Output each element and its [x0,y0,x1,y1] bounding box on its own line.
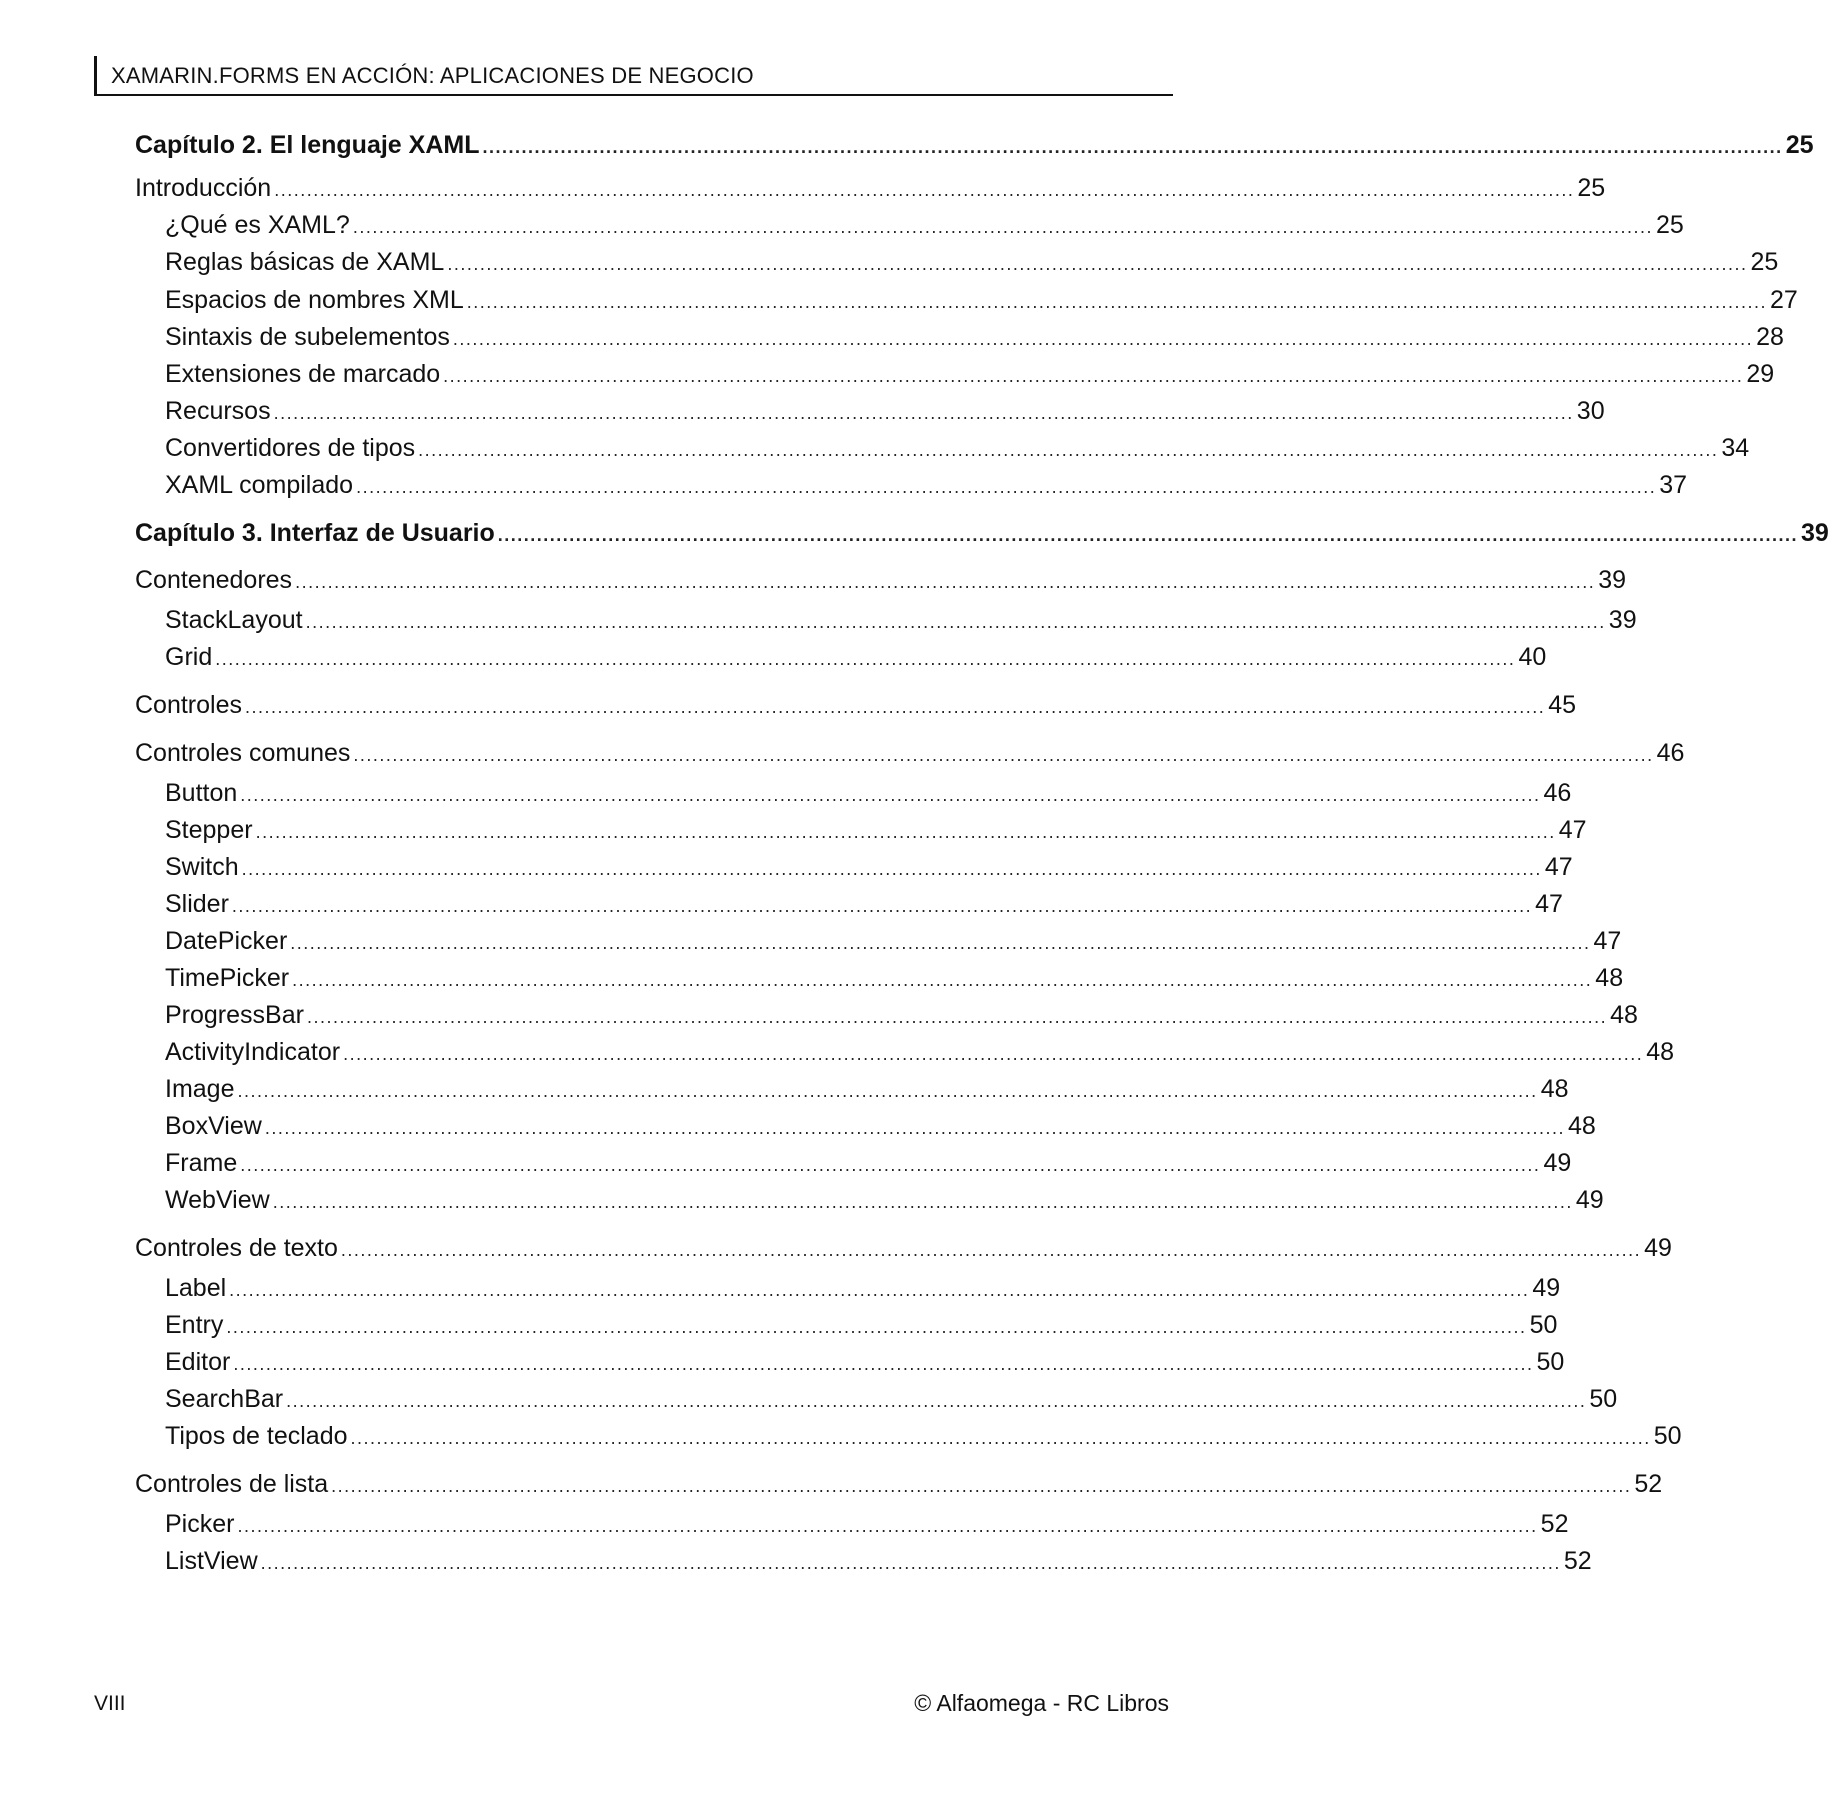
toc-subsection-entry [165,887,1563,921]
toc-dot-leader: ........................................................................................................................................................................................................ [452,329,1754,349]
toc-subsection-entry [165,208,1684,242]
toc-entry-page-number: 49 [1532,1274,1561,1302]
toc-entry-title: XAML compilado [165,471,354,499]
toc-entry-title: Extensiones de marcado [165,360,441,388]
toc-entry-page-number: 28 [1756,323,1784,351]
toc-dot-leader: ........................................................................................................................................................................................................ [237,1081,1538,1101]
toc-dot-leader: ........................................................................................................................................................................................................ [237,1516,1538,1536]
toc-dot-leader: ........................................................................................................................................................................................................ [286,1391,1587,1411]
toc-subsection-entry [165,431,1750,465]
toc-subsection-entry [165,1109,1596,1143]
toc-subsection-entry [165,1507,1569,1541]
toc-entry-title: ActivityIndicator [165,1038,341,1066]
toc-entry-page-number: 39 [1608,606,1637,634]
toc-entry-title: Capítulo 3. Interfaz de Usuario [135,519,495,547]
toc-entry-title: ProgressBar [165,1001,304,1029]
toc-entry-title: Slider [165,890,229,918]
toc-entry-title: BoxView [165,1112,262,1140]
toc-entry-page-number: 39 [1800,519,1829,547]
toc-dot-leader: ........................................................................................................................................................................................................ [340,1240,1642,1260]
toc-section-entry [135,688,1577,722]
toc-dot-leader: ........................................................................................................................................................................................................ [305,612,1606,632]
toc-subsection-entry [165,1345,1565,1379]
toc-entry-page-number: 47 [1544,853,1573,881]
toc-entry-page-number: 47 [1593,927,1622,955]
toc-entry-page-number: 50 [1529,1311,1558,1339]
toc-entry-title: Stepper [165,816,253,844]
toc-subsection-entry [165,1271,1561,1305]
toc-entry-page-number: 47 [1535,890,1563,918]
toc-entry-page-number: 49 [1644,1234,1672,1262]
toc-entry-page-number: 40 [1518,643,1547,671]
toc-entry-page-number: 30 [1576,397,1605,425]
toc-entry-title: Image [165,1075,235,1103]
toc-dot-leader: ........................................................................................................................................................................................................ [240,785,1541,805]
toc-dot-leader: ........................................................................................................................................................................................................ [226,1317,1527,1337]
toc-subsection-entry [165,813,1587,847]
toc-entry-page-number: 37 [1659,471,1688,499]
toc-entry-page-number: 27 [1769,286,1798,314]
running-header-title: XAMARIN.FORMS EN ACCIÓN: APLICACIONES DE NEGOCIO [111,63,754,88]
toc-dot-leader: ........................................................................................................................................................................................................ [255,822,1556,842]
toc-dot-leader: ........................................................................................................................................................................................................ [273,403,1574,423]
toc-subsection-entry [165,320,1784,354]
toc-entry-title: ¿Qué es XAML? [165,211,350,239]
toc-entry-title: Capítulo 2. El lenguaje XAML [135,131,480,159]
toc-entry-page-number: 49 [1543,1149,1572,1177]
toc-dot-leader: ........................................................................................................................................................................................................ [240,1155,1541,1175]
running-header [94,56,1173,96]
toc-dot-leader: ........................................................................................................................................................................................................ [231,896,1533,916]
footer-page-number: VIII [94,1692,126,1715]
toc-subsection-entry [165,850,1573,884]
toc-entry-title: Reglas básicas de XAML [165,248,445,276]
toc-entry-title: Controles [135,691,242,719]
toc-dot-leader: ........................................................................................................................................................................................................ [418,440,1719,460]
toc-dot-leader: ........................................................................................................................................................................................................ [482,137,1783,157]
toc-dot-leader: ........................................................................................................................................................................................................ [241,859,1542,879]
toc-section-entry [135,171,1606,205]
toc-dot-leader: ........................................................................................................................................................................................................ [215,649,1516,669]
toc-dot-leader: ........................................................................................................................................................................................................ [443,366,1744,386]
toc-dot-leader: ........................................................................................................................................................................................................ [497,525,1798,545]
toc-subsection-entry [165,998,1638,1032]
toc-dot-leader: ........................................................................................................................................................................................................ [274,180,1575,200]
toc-dot-leader: ........................................................................................................................................................................................................ [331,1476,1632,1496]
toc-entry-page-number: 25 [1750,248,1779,276]
toc-entry-page-number: 48 [1595,964,1624,992]
toc-dot-leader: ........................................................................................................................................................................................................ [356,477,1657,497]
toc-subsection-entry [165,603,1637,637]
toc-entry-title: Recursos [165,397,271,425]
toc-entry-title: Contenedores [135,566,293,594]
toc-dot-leader: ........................................................................................................................................................................................................ [229,1280,1530,1300]
toc-entry-title: Switch [165,853,239,881]
toc-section-entry [135,736,1685,770]
toc-subsection-entry [165,1146,1572,1180]
toc-subsection-entry [165,357,1775,391]
toc-dot-leader: ........................................................................................................................................................................................................ [447,254,1748,274]
toc-dot-leader: ........................................................................................................................................................................................................ [350,1428,1651,1448]
toc-entry-title: Button [165,779,238,807]
toc-entry-page-number: 52 [1540,1510,1569,1538]
toc-entry-page-number: 39 [1598,566,1627,594]
toc-dot-leader: ........................................................................................................................................................................................................ [306,1007,1608,1027]
toc-subsection-entry [165,283,1798,317]
toc-entry-title: Entry [165,1311,224,1339]
toc-entry-page-number: 50 [1653,1422,1682,1450]
toc-subsection-entry [165,245,1779,279]
toc-subsection-entry [165,1544,1592,1578]
toc-subsection-entry [165,468,1688,502]
toc-entry-page-number: 48 [1610,1001,1638,1029]
toc-entry-page-number: 52 [1634,1470,1663,1498]
toc-dot-leader: ........................................................................................................................................................................................................ [260,1553,1561,1573]
toc-subsection-entry [165,1072,1569,1106]
toc-subsection-entry [165,1183,1604,1217]
toc-subsection-entry [165,776,1572,810]
toc-entry-title: Grid [165,643,213,671]
toc-entry-page-number: 46 [1656,739,1685,767]
toc-entry-page-number: 47 [1558,816,1587,844]
toc-entry-title: Controles de lista [135,1470,329,1498]
toc-entry-page-number: 48 [1568,1112,1596,1140]
toc-entry-title: Convertidores de tipos [165,434,416,462]
toc-entry-page-number: 34 [1721,434,1750,462]
toc-dot-leader: ........................................................................................................................................................................................................ [352,217,1654,237]
toc-dot-leader: ........................................................................................................................................................................................................ [264,1118,1566,1138]
toc-entry-title: Sintaxis de subelementos [165,323,450,351]
toc-entry-title: Controles de texto [135,1234,338,1262]
toc-entry-title: Picker [165,1510,235,1538]
toc-entry-page-number: 25 [1785,131,1814,159]
toc-subsection-entry [165,640,1547,674]
toc-entry-page-number: 52 [1563,1547,1592,1575]
toc-entry-title: StackLayout [165,606,303,634]
toc-entry-page-number: 48 [1540,1075,1569,1103]
toc-section-entry [135,1231,1672,1265]
toc-dot-leader: ........................................................................................................................................................................................................ [466,292,1767,312]
toc-chapter-entry [135,128,1814,162]
toc-entry-title: SearchBar [165,1385,284,1413]
toc-entry-title: Introducción [135,174,272,202]
toc-entry-page-number: 29 [1746,360,1775,388]
toc-entry-page-number: 50 [1589,1385,1618,1413]
toc-entry-title: DatePicker [165,927,288,955]
toc-dot-leader: ........................................................................................................................................................................................................ [295,572,1596,592]
toc-dot-leader: ........................................................................................................................................................................................................ [290,933,1591,953]
toc-entry-page-number: 48 [1646,1038,1675,1066]
toc-section-entry [135,563,1627,597]
toc-entry-title: Editor [165,1348,231,1376]
toc-subsection-entry [165,1419,1682,1453]
toc-entry-title: TimePicker [165,964,290,992]
toc-entry-title: Espacios de nombres XML [165,286,464,314]
toc-dot-leader: ........................................................................................................................................................................................................ [353,745,1654,765]
toc-entry-title: Tipos de teclado [165,1422,348,1450]
toc-entry-title: ListView [165,1547,258,1575]
toc-dot-leader: ........................................................................................................................................................................................................ [245,697,1546,717]
toc-dot-leader: ........................................................................................................................................................................................................ [272,1192,1573,1212]
toc-subsection-entry [165,961,1624,995]
toc-entry-page-number: 45 [1548,691,1577,719]
toc-subsection-entry [165,1308,1558,1342]
toc-entry-page-number: 25 [1577,174,1606,202]
toc-chapter-entry [135,516,1829,550]
toc-dot-leader: ........................................................................................................................................................................................................ [343,1044,1644,1064]
toc-subsection-entry [165,394,1605,428]
toc-entry-title: Controles comunes [135,739,351,767]
toc-dot-leader: ........................................................................................................................................................................................................ [233,1354,1534,1374]
toc-dot-leader: ........................................................................................................................................................................................................ [292,970,1593,990]
toc-subsection-entry [165,924,1622,958]
toc-entry-title: WebView [165,1186,270,1214]
toc-entry-page-number: 50 [1536,1348,1565,1376]
footer-publisher: © Alfaomega - RC Libros [914,1690,1169,1716]
toc-entry-page-number: 25 [1656,211,1684,239]
toc-section-entry [135,1467,1663,1501]
toc-subsection-entry [165,1382,1618,1416]
toc-subsection-entry [165,1035,1675,1069]
toc-entry-title: Frame [165,1149,238,1177]
toc-entry-page-number: 49 [1575,1186,1604,1214]
toc-entry-page-number: 46 [1543,779,1572,807]
toc-entry-title: Label [165,1274,227,1302]
